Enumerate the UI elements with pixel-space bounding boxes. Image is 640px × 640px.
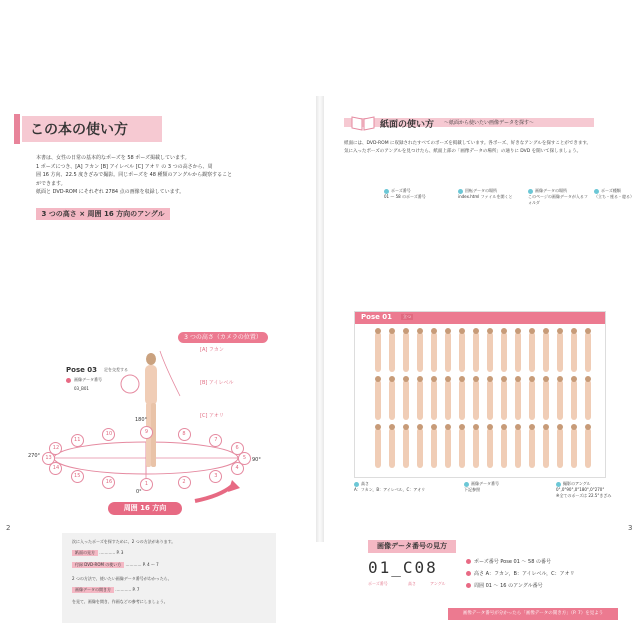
pose-thumbnail-head bbox=[459, 328, 465, 334]
pose-thumbnail bbox=[403, 428, 409, 468]
method2-page: P. 4 ～ 7 bbox=[142, 562, 159, 567]
pose-thumbnail bbox=[375, 332, 381, 372]
pose-thumbnail-head bbox=[445, 376, 451, 382]
pose-thumbnail-head bbox=[389, 424, 395, 430]
pose-thumbnail-head bbox=[501, 328, 507, 334]
angle-node-3: 3 bbox=[209, 470, 222, 483]
angle-node-7: 7 bbox=[209, 434, 222, 447]
pose-thumbnail-head bbox=[417, 328, 423, 334]
pose-thumbnail bbox=[417, 428, 423, 468]
cyan-dot-icon bbox=[464, 482, 469, 487]
intro-line: 囲 16 方向、22.5 度きざみで撮影。同じポーズを 48 種類のアングルから観察すること bbox=[36, 172, 233, 178]
bullet-icon bbox=[66, 378, 71, 383]
label-data-no bbox=[464, 481, 524, 493]
cyan-dot-icon bbox=[556, 482, 561, 487]
method3-page: P. 7 bbox=[132, 587, 140, 592]
method-row-1: 紙面の見方 ………… P. 3 bbox=[72, 550, 123, 556]
height-ring bbox=[121, 375, 139, 393]
rotation-arrow bbox=[195, 486, 232, 501]
cyan-dot-icon bbox=[528, 189, 533, 194]
left-page bbox=[0, 96, 316, 604]
pose-thumbnail bbox=[403, 332, 409, 372]
pose-thumbnail-head bbox=[473, 376, 479, 382]
angle-node-14: 14 bbox=[49, 462, 62, 475]
callout-mid: 2 つの方法で、使いたい画像データ番号がわかったら、 bbox=[72, 576, 172, 581]
label-folder bbox=[458, 188, 516, 200]
deg-180: 180° bbox=[135, 417, 148, 423]
legend-1 bbox=[466, 558, 551, 566]
method2-tag[interactable]: 付録 DVD-ROM の使い方 bbox=[72, 562, 124, 568]
label-angle-desc: 0°,0°90°,0°180°,0°270° bbox=[556, 487, 605, 492]
code-label-angle: アングル bbox=[430, 581, 446, 586]
page-title: この本の使い方 bbox=[30, 122, 128, 138]
method-row-2: 付録 DVD-ROM の使い方 ………… P. 4 ～ 7 bbox=[72, 562, 159, 568]
pose-thumbnail-head bbox=[431, 376, 437, 382]
intro-line: 本書は、女性の日常の基本的なポーズを 58 ポーズ掲載しています。 bbox=[36, 155, 190, 161]
callout-intro: 次に入ったポーズを探すために、2 つの方法があります。 bbox=[72, 539, 176, 544]
deg-270: 270° bbox=[28, 453, 41, 459]
data-number-label-text: 画像データ番号 bbox=[74, 377, 102, 382]
pose-thumbnail bbox=[389, 332, 395, 372]
pose-thumbnail-head bbox=[529, 328, 535, 334]
label-pose-type-desc: （立ち・座る・寝る） bbox=[594, 194, 634, 199]
bullet-icon bbox=[466, 583, 471, 588]
pose-thumbnail bbox=[515, 332, 521, 372]
angle-node-5: 5 bbox=[238, 452, 251, 465]
label-pose-no-desc: 01 ～ 58 のポーズ番号 bbox=[384, 194, 426, 199]
model-figure-icon bbox=[140, 351, 162, 471]
angle-node-13: 13 bbox=[42, 452, 55, 465]
pose-thumbnail bbox=[417, 380, 423, 420]
pose-thumbnail bbox=[585, 380, 591, 420]
screen-title: Pose 01 bbox=[361, 313, 393, 321]
label-pose-no bbox=[384, 188, 440, 200]
label-data-place-title: 画像データの場所 bbox=[535, 188, 567, 193]
angle-node-10: 10 bbox=[102, 428, 115, 441]
label-height bbox=[354, 481, 434, 493]
pose-thumbnail bbox=[529, 332, 535, 372]
pose-thumbnail bbox=[585, 428, 591, 468]
pose-thumbnail-head bbox=[417, 424, 423, 430]
page-number-left: 2 bbox=[6, 524, 11, 532]
pose-thumbnail bbox=[375, 380, 381, 420]
callout-end: を見て、画像を開き、作画などの参考にしましょう。 bbox=[72, 599, 168, 604]
sample-page-screen bbox=[354, 311, 606, 478]
pose-thumbnail-head bbox=[375, 376, 381, 382]
pose-thumbnail bbox=[389, 428, 395, 468]
pose-thumbnail bbox=[501, 332, 507, 372]
pose-thumbnail-head bbox=[389, 328, 395, 334]
pose-thumbnail bbox=[459, 380, 465, 420]
pose-thumbnail bbox=[431, 428, 437, 468]
angle-node-15: 15 bbox=[71, 470, 84, 483]
pose-thumbnail-head bbox=[459, 376, 465, 382]
pose-thumbnail-head bbox=[389, 376, 395, 382]
label-angle-note: ※全てのポーズは 22.5°きざみ bbox=[556, 493, 612, 498]
pose-thumbnail-head bbox=[445, 424, 451, 430]
angle-diagram bbox=[0, 96, 316, 542]
label-folder-desc: index.html ファイルを開くと bbox=[458, 194, 513, 199]
pose-thumbnail bbox=[431, 380, 437, 420]
pose-thumbnail bbox=[557, 380, 563, 420]
pose-thumbnail-head bbox=[375, 424, 381, 430]
angle-node-2: 2 bbox=[178, 476, 191, 489]
angle-node-1: 1 bbox=[140, 478, 153, 491]
pose-thumbnail bbox=[585, 332, 591, 372]
pose-thumbnail bbox=[487, 380, 493, 420]
pose-thumbnail-head bbox=[515, 376, 521, 382]
pose-thumbnail-head bbox=[487, 328, 493, 334]
right-page bbox=[324, 96, 640, 616]
label-height-desc: A：フカン，B：アイレベル，C：アオリ bbox=[354, 487, 426, 492]
cyan-dot-icon bbox=[384, 189, 389, 194]
pose-thumbnail bbox=[543, 428, 549, 468]
pose-thumbnail-head bbox=[403, 376, 409, 382]
pose-thumbnail bbox=[515, 380, 521, 420]
pose-thumbnail-head bbox=[543, 376, 549, 382]
pose-thumbnail bbox=[529, 428, 535, 468]
screen-tag: 立つ bbox=[403, 314, 411, 319]
label-data-no-desc: 下記参照 bbox=[464, 487, 480, 492]
pose-thumbnail-head bbox=[431, 424, 437, 430]
method1-page: P. 3 bbox=[116, 550, 124, 555]
height-c: [C] アオリ bbox=[200, 413, 224, 419]
angle-node-4: 4 bbox=[231, 462, 244, 475]
pose-label: Pose 03 bbox=[66, 366, 98, 374]
pose-thumbnail bbox=[571, 332, 577, 372]
data-number-heading bbox=[368, 540, 456, 553]
pose-thumbnail-head bbox=[501, 376, 507, 382]
pose-thumbnail-head bbox=[585, 424, 591, 430]
pose-thumbnail bbox=[445, 380, 451, 420]
pose-sub: 足を交差する bbox=[104, 367, 128, 372]
deg-90: 90° bbox=[252, 457, 261, 463]
pose-thumbnail bbox=[417, 332, 423, 372]
label-pose-no-title: ポーズ番号 bbox=[391, 188, 411, 193]
book-spine bbox=[316, 96, 324, 542]
code-label-pose: ポーズ番号 bbox=[368, 581, 388, 586]
pose-thumbnail bbox=[459, 428, 465, 468]
pose-thumbnail bbox=[571, 380, 577, 420]
pose-thumbnail-head bbox=[585, 328, 591, 334]
label-folder-title: 回転データの場所 bbox=[465, 188, 497, 193]
cyan-dot-icon bbox=[458, 189, 463, 194]
angle-node-16: 16 bbox=[102, 476, 115, 489]
callout-box bbox=[62, 533, 276, 623]
pose-thumbnail-head bbox=[529, 424, 535, 430]
label-pose-type bbox=[594, 188, 638, 200]
pose-thumbnail bbox=[557, 332, 563, 372]
height-line-a bbox=[160, 351, 180, 396]
pose-thumbnail bbox=[487, 428, 493, 468]
pose-thumbnail bbox=[389, 380, 395, 420]
label-height-title: 高さ bbox=[361, 481, 369, 486]
intro-line: 紙面と DVD-ROM にそれぞれ 2784 点の画像を収録しています。 bbox=[36, 189, 185, 195]
cyan-dot-icon bbox=[594, 189, 599, 194]
pose-thumbnail bbox=[501, 428, 507, 468]
label-data-no-title: 画像データ番号 bbox=[471, 481, 499, 486]
method1-tag[interactable]: 紙面の見方 bbox=[72, 550, 98, 556]
angle-node-12: 12 bbox=[49, 442, 62, 455]
page-number-right: 3 bbox=[628, 524, 633, 532]
pose-thumbnail-head bbox=[585, 376, 591, 382]
label-data-place-desc: このページの画像データが入るフォルダ bbox=[528, 194, 588, 205]
section-heading-text: 3 つの高さ × 周囲 16 方向のアングル bbox=[41, 210, 165, 218]
angle-node-9: 9 bbox=[140, 426, 153, 439]
pose-thumbnail-head bbox=[403, 424, 409, 430]
bullet-icon bbox=[466, 571, 471, 576]
legend-3 bbox=[466, 582, 543, 590]
pose-thumbnail-head bbox=[459, 424, 465, 430]
pose-thumbnail bbox=[445, 428, 451, 468]
code-label-height: 高さ bbox=[408, 581, 416, 586]
pose-thumbnail-head bbox=[543, 328, 549, 334]
bottom-note-bar: 画像データ番号が分かったら「画像データの開き方」（P. 7）を見よう bbox=[448, 608, 618, 620]
intro-line: 1 ポーズにつき、[A] フカン [B] アイレベル [C] アオリ の 3 つの高さから、周 bbox=[36, 163, 213, 170]
height-a: [A] フカン bbox=[200, 347, 224, 353]
angle-node-6: 6 bbox=[231, 442, 244, 455]
data-number-label bbox=[66, 377, 102, 383]
pose-thumbnail bbox=[543, 332, 549, 372]
pose-thumbnail-head bbox=[375, 328, 381, 334]
pose-thumbnail-head bbox=[571, 328, 577, 334]
method3-tag[interactable]: 画像データの開き方 bbox=[72, 587, 114, 593]
deg-0: 0° bbox=[136, 489, 142, 495]
pose-thumbnail bbox=[403, 380, 409, 420]
pose-thumbnail-head bbox=[571, 424, 577, 430]
pose-thumbnail-head bbox=[515, 328, 521, 334]
pose-thumbnail bbox=[515, 428, 521, 468]
pose-thumbnail bbox=[375, 428, 381, 468]
pose-thumbnail-head bbox=[487, 376, 493, 382]
pose-thumbnail bbox=[557, 428, 563, 468]
legend-2 bbox=[466, 570, 575, 578]
label-data-place bbox=[528, 188, 590, 206]
legend-3-text: 周囲 01 ～ 16 のアングル番号 bbox=[474, 583, 543, 589]
right-intro bbox=[344, 140, 604, 155]
open-book-icon bbox=[350, 114, 376, 132]
pose-thumbnail bbox=[571, 428, 577, 468]
pose-thumbnail bbox=[473, 380, 479, 420]
label-angle bbox=[556, 481, 636, 499]
method-row-3: 画像データの開き方 ………… P. 7 bbox=[72, 587, 139, 593]
data-number-heading-text: 画像データ番号の見方 bbox=[377, 542, 447, 550]
pose-thumbnail bbox=[473, 428, 479, 468]
pose-thumbnail-head bbox=[571, 376, 577, 382]
pose-thumbnail bbox=[473, 332, 479, 372]
pose-thumbnail-head bbox=[543, 424, 549, 430]
pose-thumbnail bbox=[501, 380, 507, 420]
pose-thumbnail-head bbox=[557, 376, 563, 382]
pose-thumbnail bbox=[459, 332, 465, 372]
cyan-dot-icon bbox=[354, 482, 359, 487]
right-intro-line: 紙面には、DVD-ROM に収録されたすべてのポーズを掲載しています。各ポーズ、好きなアングルを探すことができます。 bbox=[344, 141, 592, 146]
label-angle-title: 撮影のアングル bbox=[563, 481, 591, 486]
angle-node-8: 8 bbox=[178, 428, 191, 441]
intro-line: ができます。 bbox=[36, 180, 66, 187]
pose-thumbnail bbox=[445, 332, 451, 372]
pose-thumbnail bbox=[543, 380, 549, 420]
screen-header bbox=[355, 312, 605, 324]
data-code: 01_C08 bbox=[368, 558, 438, 577]
pose-thumbnail-head bbox=[487, 424, 493, 430]
pose-thumbnail-head bbox=[529, 376, 535, 382]
pose-thumbnail-head bbox=[515, 424, 521, 430]
right-page-subtitle: ～紙面から使いたい画像データを探す～ bbox=[444, 120, 535, 126]
bullet-icon bbox=[466, 559, 471, 564]
right-intro-line: 気に入ったポーズのアングルを見つけたら、紙面上部の「画像データの場所」の通りに DVD を開いて探しましょう。 bbox=[344, 148, 582, 154]
angle-pill: 周囲 16 方向 bbox=[108, 502, 182, 515]
pose-thumbnail-head bbox=[557, 424, 563, 430]
pose-thumbnail-head bbox=[473, 328, 479, 334]
pose-thumbnail-head bbox=[557, 328, 563, 334]
pose-thumbnail bbox=[487, 332, 493, 372]
data-number-value: 03_B01 bbox=[74, 386, 89, 391]
pose-thumbnail-head bbox=[417, 376, 423, 382]
legend-1-text: ポーズ番号 Pose 01 ～ 58 の番号 bbox=[474, 559, 551, 565]
pose-thumbnail-head bbox=[431, 328, 437, 334]
height-b: [B] アイレベル bbox=[200, 380, 234, 386]
pose-thumbnail bbox=[529, 380, 535, 420]
legend-2-text: 高さ A：フカン，B：アイレベル，C：アオリ bbox=[474, 571, 575, 577]
pose-thumbnail bbox=[431, 332, 437, 372]
height-pill: 3 つの高さ（カメラの位置） bbox=[178, 332, 268, 343]
pose-thumbnail-head bbox=[445, 328, 451, 334]
right-page-title: 紙面の使い方 bbox=[380, 120, 435, 130]
angle-node-11: 11 bbox=[71, 434, 84, 447]
label-pose-type-title: ポーズ種類 bbox=[601, 188, 621, 193]
pose-thumbnail-head bbox=[473, 424, 479, 430]
pose-thumbnail-head bbox=[403, 328, 409, 334]
pose-thumbnail-head bbox=[501, 424, 507, 430]
